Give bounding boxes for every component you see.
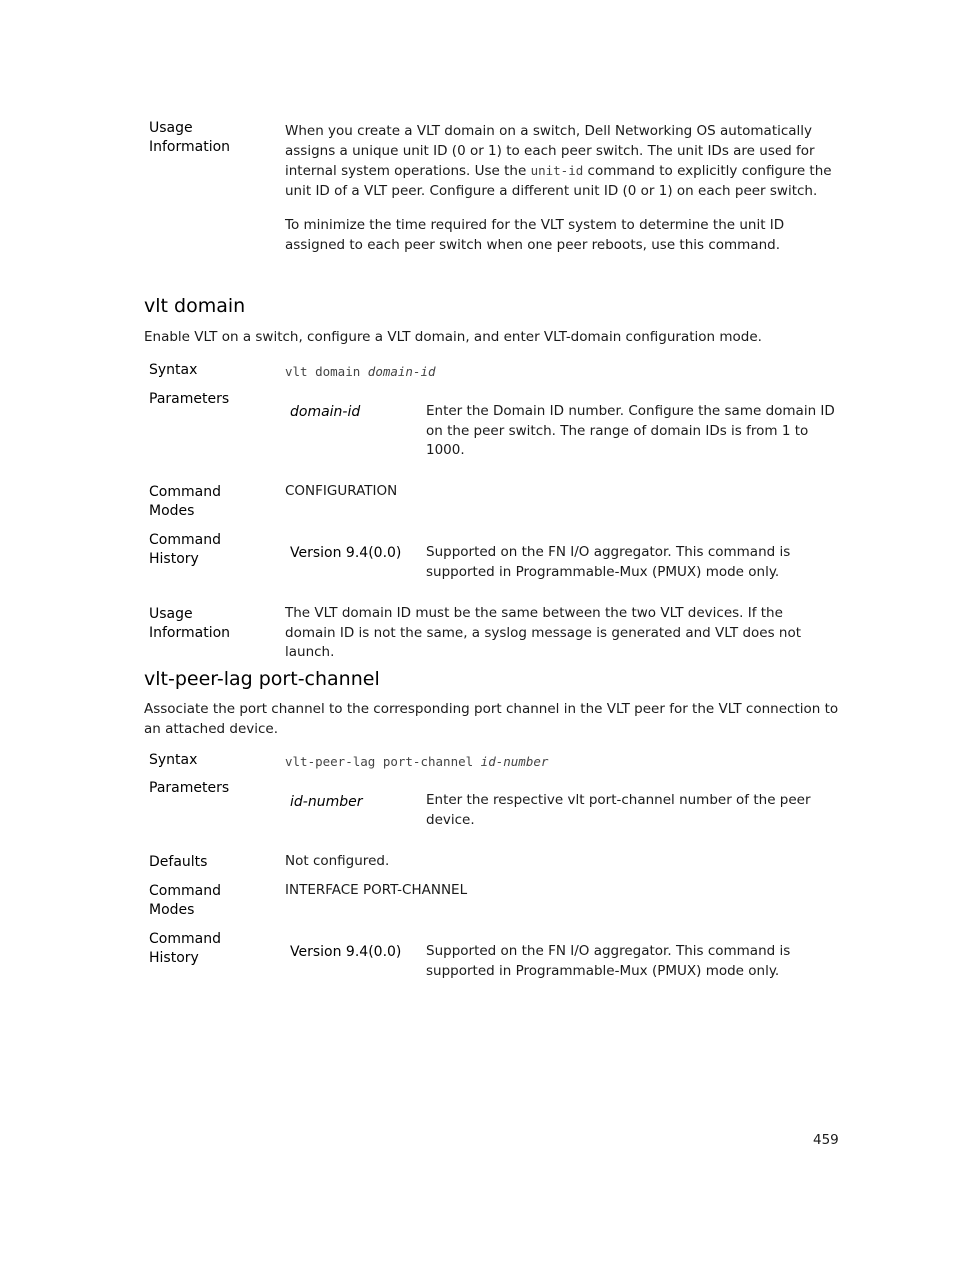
syntax-label-2: Syntax	[149, 752, 198, 768]
command-modes-value-2: INTERFACE PORT-CHANNEL	[285, 882, 468, 898]
syntax-command	[285, 361, 436, 380]
section-intro-2: Associate the port channel to the corresponding port channel in the VLT peer for the VLT connection to an attached device.	[144, 701, 839, 737]
command-modes-label: Command Modes	[149, 484, 221, 519]
command-modes-value: CONFIGURATION	[285, 483, 398, 499]
section-heading-vlt-peer-lag: vlt-peer-lag port-channel	[144, 668, 380, 690]
usage-text-part2: command to explicitly configure the unit ID of a VLT peer. Configure a different unit ID (0 or 1) on each peer switch.	[285, 163, 832, 199]
usage-information-label: Usage Information	[149, 120, 231, 155]
section-intro: Enable VLT on a switch, configure a VLT domain, and enter VLT-domain configuration mode.	[144, 329, 762, 345]
usage-information-label-2: Usage Information	[149, 606, 231, 641]
usage-text-paragraph2: To minimize the time required for the VLT system to determine the unit ID assigned to each peer switch when one peer reboots, use this command.	[285, 217, 785, 253]
param-description: Enter the Domain ID number. Configure the same domain ID on the peer switch. The range of domain IDs is from 1 to 1000.	[426, 403, 835, 458]
syntax-cmd: vlt domain	[285, 364, 368, 379]
param-name: domain-id	[290, 404, 361, 420]
unit-id-code: unit-id	[530, 163, 584, 178]
usage-information-text-2: The VLT domain ID must be the same between the two VLT devices. If the domain ID is not the same, a syslog message is generated and VLT does not launch.	[285, 605, 802, 660]
defaults-label: Defaults	[149, 854, 208, 870]
history-version-2: Version 9.4(0.0)	[290, 944, 402, 960]
syntax-arg: domain-id	[367, 364, 436, 379]
syntax-arg-2: id-number	[480, 754, 549, 769]
syntax-label: Syntax	[149, 362, 198, 378]
usage-text-part1: When you create a VLT domain on a switch, Dell Networking OS automatically assigns a unique unit ID (0 or 1) to each peer switch. The unit IDs are used for internal system operations. Use the	[285, 123, 815, 179]
param-description-2: Enter the respective vlt port-channel number of the peer device.	[426, 792, 811, 828]
syntax-cmd-2: vlt-peer-lag port-channel	[285, 754, 481, 769]
parameters-label: Parameters	[149, 391, 230, 407]
defaults-value: Not configured.	[285, 853, 390, 869]
parameters-label-2: Parameters	[149, 780, 230, 796]
history-version: Version 9.4(0.0)	[290, 545, 402, 561]
command-modes-label-2: Command Modes	[149, 883, 221, 918]
param-name-2: id-number	[290, 794, 363, 810]
section-heading-vlt-domain: vlt domain	[144, 295, 246, 317]
usage-information-text	[285, 122, 837, 255]
history-description-2: Supported on the FN I/O aggregator. This command is supported in Programmable-Mux (PMUX) mode only.	[426, 943, 791, 979]
command-history-label-2: Command History	[149, 931, 221, 966]
syntax-command-2	[285, 751, 548, 770]
history-description: Supported on the FN I/O aggregator. This command is supported in Programmable-Mux (PMUX) mode only.	[426, 544, 791, 580]
page-number: 459	[813, 1132, 839, 1148]
command-history-label: Command History	[149, 532, 221, 567]
